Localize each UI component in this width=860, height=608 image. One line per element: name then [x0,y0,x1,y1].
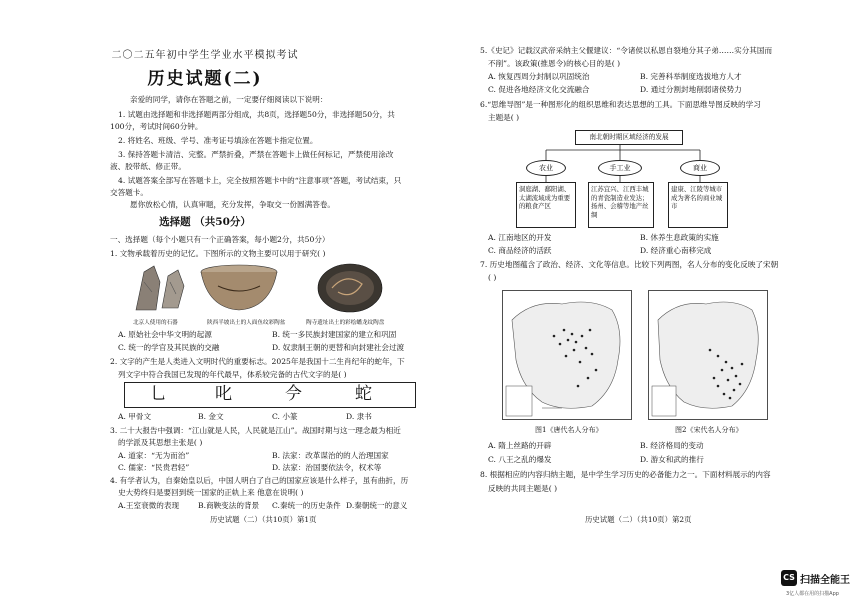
option-a: A. 道家：“无为而治” [118,451,190,460]
instruction-line: 交答题卡。 [110,188,148,197]
instruction-line: 液、胶带纸、修正带。 [110,162,186,171]
right-page [430,0,860,608]
camscanner-name: 扫描全能王 [800,575,850,586]
option-b: B. 完善科举制度选拔地方人才 [640,72,742,81]
mind-map-leaf: 建康、江陵等城市成为著名的商业城市 [668,182,728,228]
question-stem: 4. 有学者认为，自秦始皇以后，中国人明白了自己的国家应该是什么样子，虽有曲折，历 [110,476,409,485]
question-stem: 8. 根据相应的内容归纳主题，是中学生学习历史的必备能力之一。下面材料展示的内容 [480,470,771,479]
camscanner-tagline: 3亿人都在用的扫描App [786,591,839,597]
exam-title: 二〇二五年初中学生学业水平模拟考试 [111,50,299,61]
ancient-glyph: 𫝆 [285,384,302,404]
instruction-line: 1. 试题由选择题和非选择题两部分组成，共8页，选择题50分，非选择题50分，共 [118,110,395,119]
option-d: D. 游女和武的推行 [640,455,704,464]
option-a: A. 甲骨文 [118,412,152,421]
instruction-line: 愿你放松心情，认真审题，充分发挥，争取交一份圆满答卷。 [130,200,336,209]
instruction-line: 4. 试题答案全部写在答题卡上，完全按照答题卡中的“注意事项”答题，考试结束，只 [118,176,402,185]
tang-map-image [502,290,632,420]
option-b: B. 休养生息政策的实施 [640,233,719,242]
option-b: B. 金文 [198,412,224,421]
page-footer: 历史试题（二）（共10页）第1页 [210,515,317,524]
option-a: A. 原始社会中华文明的起源 [118,330,212,339]
question-stem: 的学派及其思想主张是( ) [118,438,203,447]
option-a: A. 江南地区的开发 [488,233,552,242]
question-stem: 2. 文字的产生是人类进入文明时代的重要标志。2025年是我国十二生肖纪年的蛇年，下 [110,357,405,366]
option-b: B.商鞅变法的背景 [198,501,260,510]
part-heading: 一、选择题（每个小题只有一个正确答案，每小题2分，共50分） [110,235,330,244]
option-b: B. 统一多民族封建国家的建立和巩固 [272,330,397,339]
option-d: D.秦朝统一的意义 [346,501,408,510]
option-a: A.王室衰微的表现 [118,501,180,510]
option-d: D. 经济重心南移完成 [640,246,712,255]
question-stem: ( ) [488,273,497,282]
instruction-line: 100分，考试时间60分钟。 [110,122,203,131]
option-b: B. 经济格局的变动 [640,441,704,450]
pottery-basin-image [198,262,280,314]
option-c: C.秦统一的历史条件 [272,501,341,510]
mind-map-root: 南北朝时期区域经济的发展 [575,130,683,145]
section-title: 选择题 （共50分） [159,216,251,228]
question-stem: 5.《史记》记载汉武帝采纳主父偃建议：“令诸侯以私恩自裂地分其子弟……实分其国而 [480,46,773,55]
option-c: C. 商品经济的活跃 [488,246,552,255]
mind-map-branch-agriculture: 农业 [526,160,566,176]
option-a: A. 隋上丝路的开辟 [488,441,552,450]
mind-map-branch-handicraft: 手工业 [598,160,642,176]
question-stem: 史大势终归是要回到统一国家的正轨上来 他意在说明( ) [118,488,304,497]
map-caption: 图1《唐代名人分布》 [535,426,603,434]
instruction-line: 3. 保持答题卡清洁、完整。严禁折叠，严禁在答题卡上做任何标记，严禁使用涂改 [118,150,394,159]
option-c: C. 儒家：“民贵君轻” [118,463,190,472]
ancient-glyph: 蛇 [355,384,372,404]
mind-map-branch-commerce: 商业 [680,160,720,176]
question-stem: 列文字中符合我国已发现的年代最早，体系较完备的古代文字的是( ) [118,370,347,379]
camscanner-logo-icon: CS [781,570,797,586]
mind-map-leaf: 江苏宜兴、江西丰城的青瓷制造业发达；扬州、会稽等地产丝绸 [588,182,654,228]
instruction-line: 亲爱的同学，请你在答题之前，一定要仔细阅读以下说明： [130,95,328,104]
map-caption: 图2《宋代名人分布》 [675,426,743,434]
question-stem: 反映的共同主题是( ) [488,484,558,493]
option-c: C. 促进各地经济文化交流融合 [488,85,590,94]
question-stem: 不削”。该政策(推恩令)的核心目的是( ) [488,59,621,68]
option-d: D. 通过分割封地削弱诸侯势力 [640,85,742,94]
ancient-glyph: 叱 [215,384,232,404]
paper-title: 历史试题(二) [147,69,263,89]
page-footer: 历史试题（二）（共10页）第2页 [585,515,692,524]
question-stem: 3. 二十大报告中强调：“江山就是人民，人民就是江山”。战国时期与这一理念最为相近 [110,426,401,435]
option-c: C. 八王之乱的爆发 [488,455,552,464]
instruction-line: 2. 将姓名、班级、学号、准考证号填涂在答题卡指定位置。 [118,136,318,145]
painted-plate-image [316,262,384,314]
song-map-image [648,290,768,420]
option-b: B. 法家：改革谋治的的人治理国家 [272,451,389,460]
question-stem: 7. 历史地图蕴含了政治、经济、文化等信息。比较下列两图，名人分布的变化反映了宋朝 [480,260,779,269]
question-stem: 主题是( ) [488,113,520,122]
stone-tool-image [130,262,190,314]
option-d: D. 隶书 [346,412,372,421]
glyph-box [124,382,416,408]
option-a: A. 恢复西周分封制以巩固统治 [488,72,590,81]
ancient-glyph: 乚 [150,384,167,404]
option-d: D. 奴隶制王朝的更替和向封建社会过渡 [272,343,405,352]
question-stem: 1. 文物承载着历史的记忆。下图所示的文物主要可以用于研究( ) [110,249,326,258]
mind-map-leaf: 洞庭湖、鄱阳湖、太湖流域成为重要的粮食产区 [516,182,576,228]
option-c: C. 小篆 [272,412,298,421]
option-c: C. 统一的学官及其民族的交融 [118,343,220,352]
option-d: D. 法家：治国要依法令，权术等 [272,463,382,472]
image-caption: 陶寺遗址出土的彩绘蟠龙纹陶盘 [306,320,385,326]
question-stem: 6.“思维导图”是一种图形化的组织思维和表达思想的工具。下面思维导图反映的学习 [480,100,761,109]
image-caption: 陕西半坡出土的人面鱼纹彩陶盆 [207,320,286,326]
image-caption: 北京人使用的石器 [133,320,178,326]
